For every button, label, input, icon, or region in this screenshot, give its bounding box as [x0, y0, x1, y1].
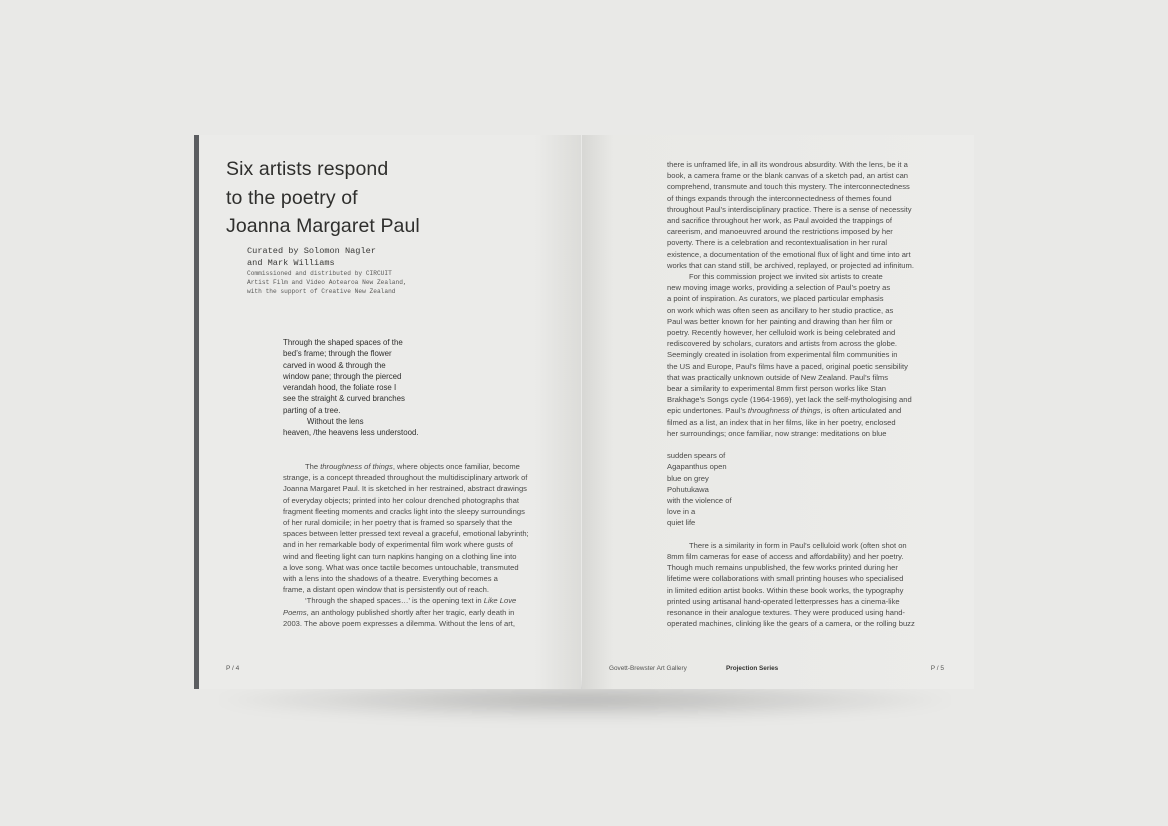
text-line: Seemingly created in isolation from experimental film communities in [667, 350, 898, 360]
italic-title: throughness of things [320, 462, 393, 471]
text-line: operated machines, clinking like the gears of a camera, or the rolling buzz [667, 619, 915, 629]
poem-line: bed’s frame; through the flower [283, 349, 392, 359]
spine-bar [194, 135, 199, 689]
text-line: fragment fleeting moments and cracks light into the sleepy surroundings [283, 506, 525, 516]
text-line: a love song. What was once tactile becomes untouchable, transmuted [283, 562, 519, 572]
text-line: bear a similarity to experimental 8mm first person works like Stan [667, 384, 887, 394]
text-line: poetry. Recently however, her celluloid work is being celebrated and [667, 328, 896, 338]
essay-body [283, 461, 555, 629]
text-line: comprehend, transmute and touch this mystery. The interconnectedness [667, 182, 910, 192]
text-run: ‘Through the shaped spaces…’ is the opening text in [305, 596, 484, 606]
text-line: 2003. The above poem expresses a dilemma. Without the lens of art, [283, 618, 516, 628]
text-line: frame, a distant open window that is persistently out of reach. [283, 585, 489, 595]
text-line: blue on grey [667, 473, 709, 483]
text-line [283, 595, 555, 606]
curators-credit [247, 245, 567, 269]
title-line: Joanna Margaret Paul [226, 215, 420, 237]
page-number: P / 4 [226, 665, 240, 672]
text-line [283, 461, 555, 472]
text-run: The [305, 462, 321, 471]
text-line: and sacrifice throughout her work, as Paul avoided the trappings of [667, 216, 892, 226]
commission-line: with the support of Creative New Zealand [247, 287, 396, 295]
text-line: on work which was often seen as ancillary to her studio practice, as [667, 305, 894, 315]
epigraph-poem [283, 337, 483, 439]
text-line: printed using artisanal hand-operated letterpresses has a cinema-like [667, 596, 900, 606]
text-run: , an anthology published shortly after her tragic, early death in [306, 607, 515, 617]
text-line: careerism, and manoeuvred around the restrictions imposed by her [667, 227, 893, 237]
essay-continued [667, 159, 967, 630]
poem-line: carved in wood & through the [283, 360, 386, 370]
text-run: , where objects once familiar, become [392, 462, 520, 471]
title-line: Six artists respond [226, 158, 389, 180]
italic-title: Like Love [483, 596, 517, 606]
text-line: that was practically unknown outside of New Zealand. Paul’s films [667, 372, 889, 382]
text-line: For this commission project we invited six artists to create [689, 272, 883, 282]
footer-venue: Govett-Brewster Art Gallery [609, 665, 687, 672]
poem-line: see the straight & curved branches [283, 394, 405, 404]
text-line: love in a [667, 507, 696, 517]
text-line: of things expands through the interconnectedness of themes found [667, 193, 892, 203]
text-line: in limited edition artist books. Within these book works, the typography [667, 585, 904, 595]
text-line: book, a camera frame or the blank canvas of a sketch pad, an artist can [667, 171, 909, 181]
text-line [283, 607, 555, 618]
text-line: and in her remarkable body of experimental film work where gusts of [283, 540, 514, 550]
commission-line: Commissioned and distributed by CIRCUIT [247, 270, 392, 277]
poem-line: window pane; through the pierced [283, 371, 402, 381]
text-line: lifetime were collaborations with small printing houses who specialised [667, 574, 904, 584]
paragraph-gap [667, 439, 967, 450]
text-line: wind and fleeting light can turn napkins hanging on a clothing line into [283, 551, 517, 561]
text-line: Agapanthus open [667, 462, 727, 472]
poem-line: verandah hood, the foliate rose I [283, 383, 397, 393]
title-line: to the poetry of [226, 186, 358, 209]
text-line: of everyday objects; printed into her colour drenched photographs that [283, 495, 519, 505]
text-line: resonance in their analogue textures. They were produced using hand- [667, 608, 905, 618]
text-run: epic undertones. Paul’s [667, 406, 748, 416]
left-page [194, 135, 581, 689]
text-line: Brakhage’s Songs cycle (1964-1969), yet lack the self-mythologising and [667, 395, 912, 405]
text-line: There is a similarity in form in Paul’s celluloid work (often shot on [689, 540, 907, 550]
text-line: Though much remains unpublished, the few works printed during her [667, 563, 898, 573]
text-line: existence, a documentation of the emotional flux of light and time into art [667, 249, 911, 259]
curators-line: Curated by Solomon Nagler [247, 246, 376, 256]
text-line: Joanna Margaret Paul. It is sketched in her restrained, abstract drawings [283, 484, 527, 494]
curators-line: and Mark Williams [247, 258, 335, 268]
text-line: new moving image works, providing a selection of Paul’s poetry as [667, 283, 891, 293]
paragraph-gap [667, 529, 967, 540]
text-line: there is unframed life, in all its wondrous absurdity. With the lens, be it a [667, 160, 908, 169]
text-line: a point of inspiration. As curators, we placed particular emphasis [667, 294, 884, 304]
text-line: Pohutukawa [667, 484, 709, 494]
text-line: Paul was better known for her painting and drawing than her film or [667, 316, 893, 326]
footer-series: Projection Series [726, 665, 779, 672]
text-line: spaces between letter pressed text reveal a graceful, emotional labyrinth; [283, 529, 529, 539]
text-line: filmed as a list, an index that in her films, like in her poetry, enclosed [667, 417, 896, 427]
text-line: sudden spears of [667, 451, 726, 461]
text-line: poverty. There is a celebration and recontextualisation in her rural [667, 238, 888, 248]
text-line: the US and Europe, Paul’s films have a paced, original poetic sensibility [667, 361, 908, 371]
text-line: works that can stand still, be archived, replayed, or projected ad infinitum. [667, 260, 914, 270]
text-line: throughout Paul’s interdisciplinary practice. There is a sense of necessity [667, 204, 912, 214]
text-line: of her rural domicile; in her poetry that is framed so sparsely that the [283, 518, 513, 528]
poem-line: parting of a tree. [283, 405, 341, 415]
italic-title: throughness of things [747, 406, 821, 416]
text-run: , is often articulated and [820, 406, 902, 416]
poem-line: Without the lens [307, 417, 364, 427]
text-line: strange, is a concept threaded throughout the multidisciplinary artwork of [283, 473, 528, 483]
text-line: 8mm film cameras for ease of access and affordability) and her poetry. [667, 552, 904, 562]
text-line [667, 405, 967, 416]
commission-line: Artist Film and Video Aotearoa New Zealand, [247, 278, 407, 286]
page-title [226, 155, 566, 241]
text-line: quiet life [667, 518, 696, 528]
italic-title: Poems [283, 607, 307, 617]
poem-line: heaven, /the heavens less understood. [283, 428, 419, 438]
text-line: her surroundings; once familiar, now strange: meditations on blue [667, 428, 887, 438]
commission-credit [247, 270, 567, 296]
text-line: with the violence of [667, 496, 732, 506]
text-line: with a lens into the shadows of a theatre. Everything becomes a [283, 574, 498, 584]
text-line: rediscovered by scholars, curators and artists from across the globe. [667, 339, 898, 349]
poem-line: Through the shaped spaces of the [283, 338, 403, 347]
right-page [582, 135, 974, 689]
page-number: P / 5 [930, 665, 944, 672]
